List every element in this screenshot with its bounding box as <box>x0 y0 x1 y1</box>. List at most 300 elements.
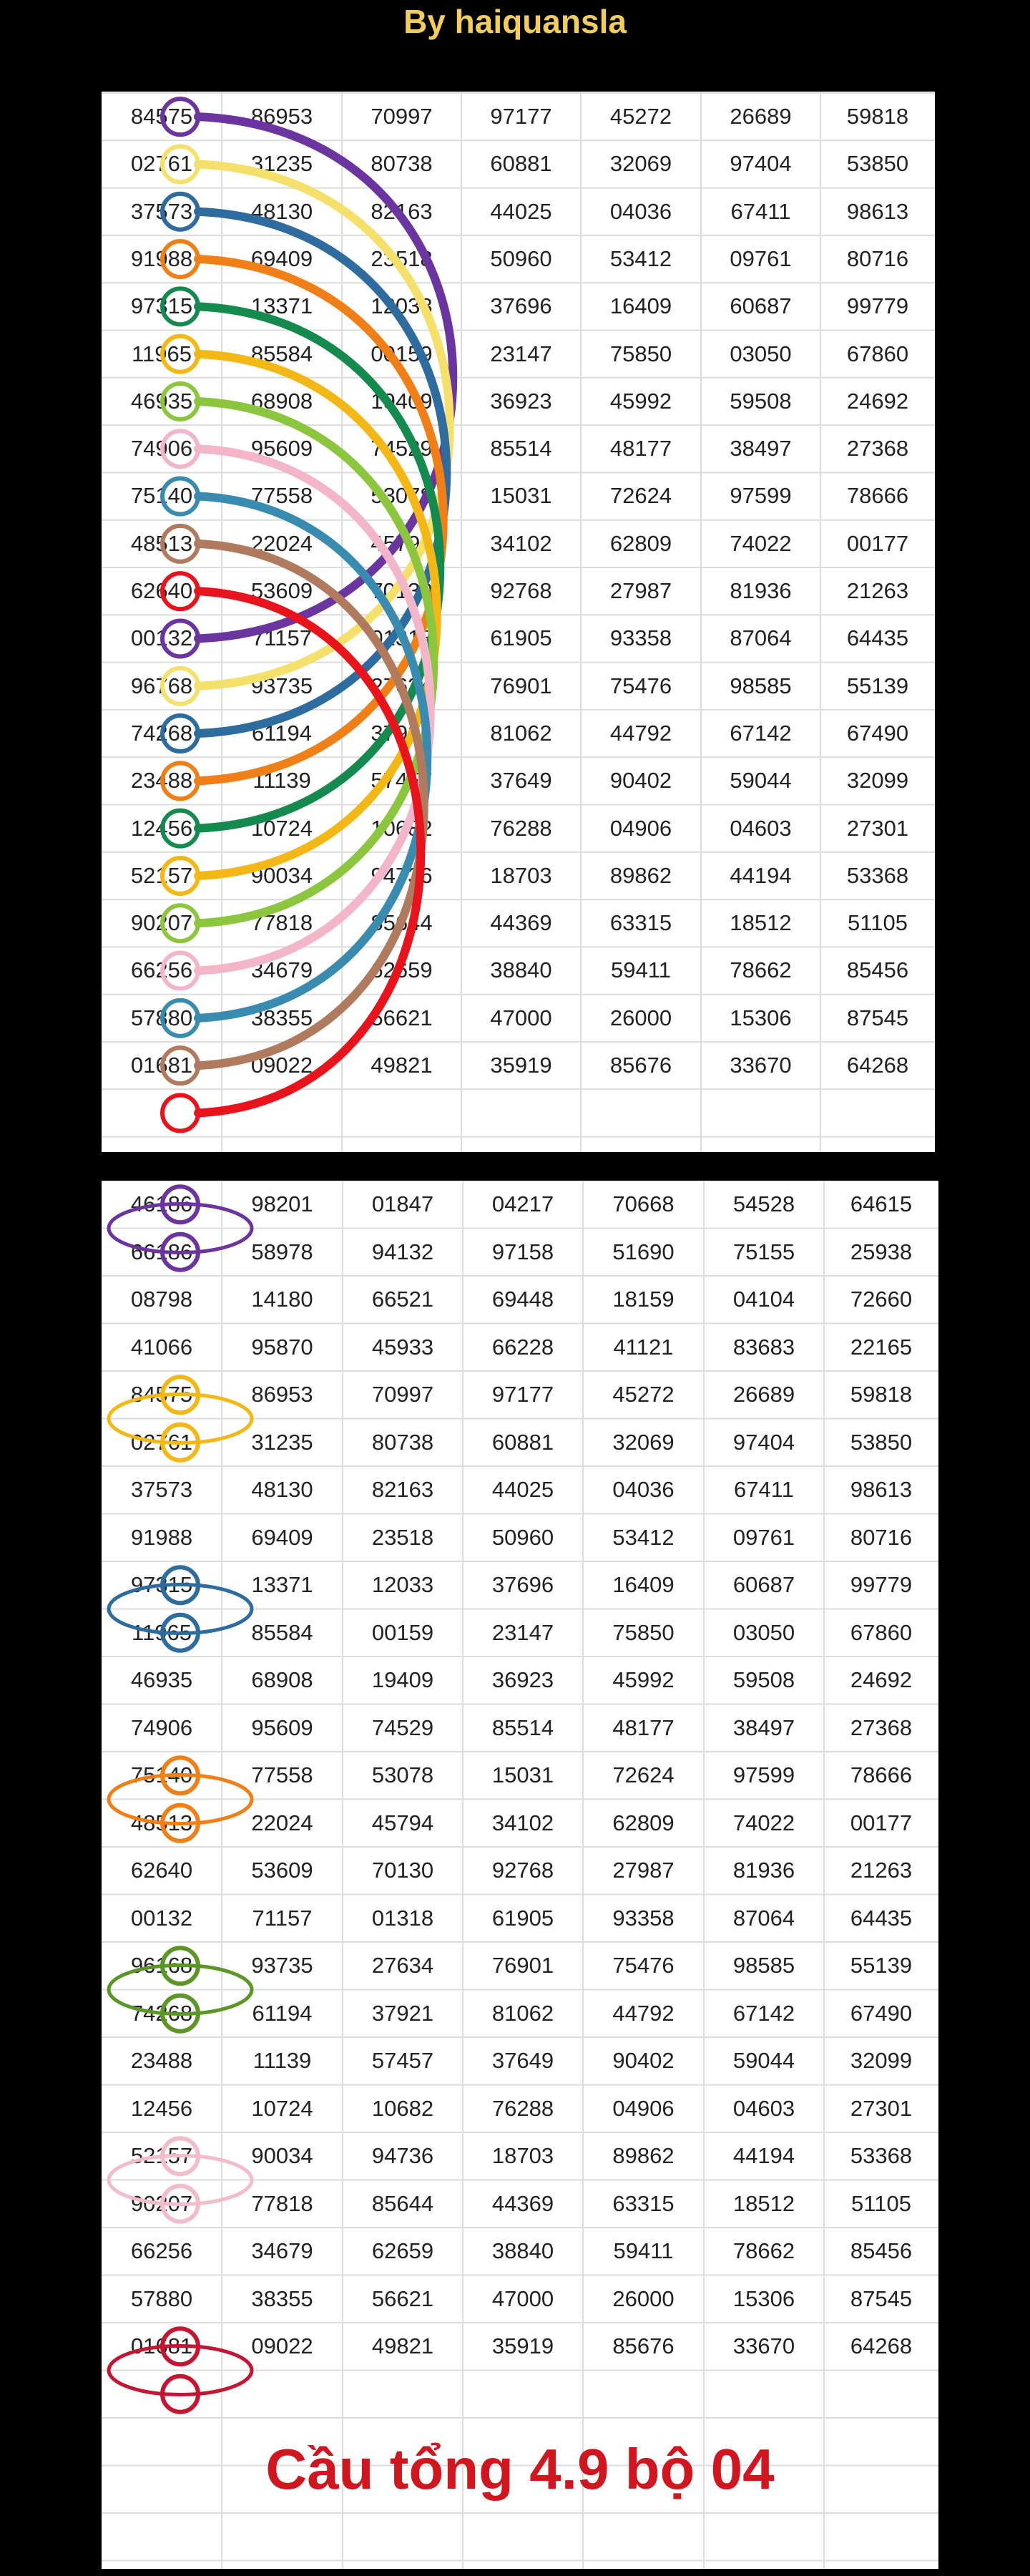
bottom-table-cell: 60687 <box>732 1572 795 1597</box>
bottom-table-cell: 57457 <box>371 2048 434 2073</box>
bottom-table-cell: 54528 <box>732 1191 795 1216</box>
top-table-cell: 61194 <box>252 720 312 746</box>
bottom-table-cell: 90402 <box>612 2048 675 2073</box>
top-table-cell: 71157 <box>252 625 312 651</box>
bottom-table-cell: 90034 <box>251 2143 313 2168</box>
top-table-cell: 22024 <box>250 530 313 556</box>
top-table-cell: 24692 <box>846 388 909 414</box>
top-table-cell: 76288 <box>490 815 552 841</box>
bottom-table-cell: 37573 <box>130 1477 193 1502</box>
bottom-table-cell: 27634 <box>371 1953 434 1978</box>
top-table-cell: 99779 <box>846 293 909 319</box>
bottom-table-cell: 53368 <box>850 2143 913 2168</box>
bottom-table-cell: 81062 <box>491 2000 554 2026</box>
bottom-table-cell: 37921 <box>371 2000 434 2026</box>
top-table-cell: 67142 <box>730 720 792 746</box>
top-table-cell: 82163 <box>371 198 433 224</box>
top-table-cell: 53412 <box>609 245 672 271</box>
bottom-table-cell: 66256 <box>130 2238 193 2263</box>
top-table-cell: 38497 <box>730 436 792 462</box>
bottom-table-cell: 45933 <box>371 1334 434 1360</box>
bottom-table-cell: 23518 <box>371 1524 434 1550</box>
top-table-cell: 09022 <box>250 1053 313 1078</box>
bottom-table-cell: 75850 <box>612 1619 675 1645</box>
bottom-results-table <box>102 1181 938 2569</box>
top-table-cell: 18703 <box>490 862 552 888</box>
bottom-table-cell: 85514 <box>491 1714 554 1740</box>
top-table-cell: 62659 <box>371 957 433 983</box>
bottom-table-cell: 84575 <box>130 1382 193 1407</box>
bottom-table-cell: 78662 <box>732 2238 795 2263</box>
top-table-cell: 51105 <box>848 910 908 936</box>
pair-circle-red <box>162 1095 198 1131</box>
pair-circle-pink <box>162 431 198 467</box>
top-table-cell: 66256 <box>130 957 193 983</box>
top-table-cell: 37921 <box>371 720 433 746</box>
top-table-cell: 09761 <box>730 245 792 271</box>
pair-circle-lime <box>162 905 198 941</box>
pair-oval-crimson <box>109 2346 252 2395</box>
bottom-table-cell: 85456 <box>850 2238 913 2263</box>
bottom-table-cell: 15031 <box>491 1762 554 1787</box>
top-table-cell: 37649 <box>490 768 552 794</box>
top-table-cell: 93735 <box>250 673 313 698</box>
bottom-table-cell: 96168 <box>130 1953 193 1978</box>
top-table-cell: 63315 <box>609 910 672 936</box>
top-table-cell: 23488 <box>130 768 193 794</box>
bottom-table-cell: 04217 <box>491 1191 554 1216</box>
bottom-table-cell: 32069 <box>612 1429 675 1455</box>
top-table-cell: 32069 <box>609 151 672 177</box>
bottom-table-cell: 82163 <box>371 1477 434 1502</box>
bottom-table-cell: 33670 <box>732 2333 795 2358</box>
bottom-table-cell: 99779 <box>850 1572 913 1597</box>
bottom-table-cell: 74268 <box>130 2000 193 2026</box>
bottom-table-cell: 98201 <box>251 1191 313 1216</box>
bottom-table-cell: 46935 <box>130 1667 193 1692</box>
top-table-cell: 35919 <box>490 1053 552 1078</box>
bottom-table-cell: 67860 <box>850 1619 913 1645</box>
top-table-cell: 11965 <box>132 341 192 366</box>
bottom-table-cell: 00177 <box>850 1810 913 1835</box>
bottom-table-cell: 83683 <box>732 1334 795 1360</box>
pair-circle-lime <box>162 384 198 419</box>
bottom-table-cell: 86953 <box>251 1382 313 1407</box>
bottom-table-cell: 91988 <box>130 1524 193 1550</box>
top-table-cell: 74906 <box>130 436 193 462</box>
bottom-table-cell: 97177 <box>491 1382 554 1407</box>
bottom-table-cell: 59411 <box>613 2238 674 2263</box>
bottom-table-cell: 04104 <box>732 1287 795 1312</box>
top-table-cell: 33670 <box>730 1053 792 1078</box>
pair-circle-purple <box>162 99 198 135</box>
pair-circle-blue <box>162 716 198 751</box>
pair-circle-brown <box>162 526 198 562</box>
bottom-table-cell: 87064 <box>732 1905 795 1931</box>
bottom-table-cell: 18159 <box>612 1287 675 1312</box>
bottom-table-cell: 74529 <box>371 1714 434 1740</box>
bottom-table-cell: 95870 <box>251 1334 313 1360</box>
bottom-table-cell: 62640 <box>130 1858 193 1883</box>
top-table-cell: 00159 <box>371 341 433 366</box>
top-table-cell: 67411 <box>730 198 791 224</box>
top-table-cell: 53850 <box>846 151 909 177</box>
bottom-table-cell: 68908 <box>251 1667 313 1692</box>
top-table-cell: 59508 <box>730 388 792 414</box>
top-table-cell: 27634 <box>371 673 433 698</box>
top-bridge-arcs <box>102 92 935 1152</box>
bottom-table-cell: 76901 <box>491 1953 554 1978</box>
bottom-table-cell: 94132 <box>371 1239 434 1264</box>
top-table-cell: 26689 <box>730 104 792 129</box>
bottom-table-cell: 62659 <box>371 2238 434 2263</box>
top-table-cell: 62809 <box>609 530 672 556</box>
pair-circle-teal <box>162 1000 198 1036</box>
pair-oval-blue <box>109 1585 252 1634</box>
bottom-table-cell: 11965 <box>132 1619 192 1645</box>
top-table-cell: 16409 <box>609 293 672 319</box>
top-table-cell: 45992 <box>609 388 672 414</box>
bottom-table-cell: 58978 <box>251 1239 313 1264</box>
top-table-cell: 78666 <box>846 483 909 509</box>
bottom-table-cell: 89862 <box>612 2143 675 2168</box>
top-table-cell: 90034 <box>250 862 313 888</box>
top-table-cell: 90207 <box>130 910 193 936</box>
top-table-cell: 55139 <box>846 673 909 698</box>
bottom-table-cell: 41066 <box>130 1334 193 1360</box>
top-table-cell: 23147 <box>490 341 552 366</box>
bottom-table-cell: 66186 <box>130 1239 193 1264</box>
top-table-cell: 69409 <box>250 245 313 271</box>
bottom-table-cell: 10724 <box>251 2095 313 2121</box>
top-table-cell: 32099 <box>846 768 909 794</box>
bottom-table-cell: 38840 <box>491 2238 554 2263</box>
top-table-cell: 53609 <box>250 578 313 603</box>
bottom-table-cell: 14180 <box>251 1287 313 1312</box>
bottom-table-cell: 35919 <box>491 2333 554 2358</box>
bottom-table-cell: 25938 <box>850 1239 913 1264</box>
bottom-table-cell: 15306 <box>732 2285 795 2311</box>
bottom-table-cell: 66521 <box>371 1287 434 1312</box>
pair-circle-pink <box>162 953 198 989</box>
bottom-table-cell: 69409 <box>251 1524 313 1550</box>
top-table-cell: 76901 <box>490 673 552 698</box>
bottom-table-cell: 23147 <box>491 1619 554 1645</box>
bottom-table-cell: 67411 <box>734 1477 794 1502</box>
bottom-table-cell: 97315 <box>130 1572 193 1597</box>
bottom-table-cell: 53609 <box>251 1858 313 1883</box>
bottom-table-cell: 45272 <box>612 1382 675 1407</box>
top-table-cell: 67860 <box>846 341 909 366</box>
bottom-table-cell: 67142 <box>732 2000 795 2026</box>
top-table-cell: 10682 <box>371 815 433 841</box>
top-table-cell: 72624 <box>609 483 672 509</box>
bottom-table-cell: 75140 <box>130 1762 193 1787</box>
top-table-cell: 31235 <box>250 151 313 177</box>
bottom-table-cell: 44194 <box>732 2143 795 2168</box>
bottom-table-cell: 97404 <box>732 1429 795 1455</box>
bottom-table-cell: 64435 <box>850 1905 913 1931</box>
pair-circle-gold <box>162 336 198 372</box>
top-table-cell: 81936 <box>730 578 792 603</box>
bottom-table-cell: 47000 <box>491 2285 554 2311</box>
top-table-cell: 27301 <box>846 815 909 841</box>
top-table-cell: 89862 <box>609 862 672 888</box>
bottom-table-cell: 56621 <box>371 2285 434 2311</box>
bottom-table-cell: 71157 <box>252 1905 313 1931</box>
top-table-cell: 34102 <box>490 530 552 556</box>
top-table-cell: 48177 <box>609 436 672 462</box>
top-table-cell: 98585 <box>730 673 792 698</box>
bottom-table-cell: 53850 <box>850 1429 913 1455</box>
bottom-table-cell: 75155 <box>732 1239 795 1264</box>
top-table-cell: 50960 <box>490 245 552 271</box>
bottom-table-cell: 53078 <box>371 1762 434 1787</box>
top-table-cell: 00132 <box>130 625 193 651</box>
bottom-table-cell: 11139 <box>252 2048 312 2073</box>
top-table-cell: 13371 <box>250 293 313 319</box>
bottom-table-cell: 12456 <box>130 2095 193 2121</box>
top-table-cell: 77818 <box>250 910 313 936</box>
bottom-table-cell: 31235 <box>251 1429 313 1455</box>
top-table-cell: 74268 <box>130 720 193 746</box>
top-table-cell: 85456 <box>846 957 909 983</box>
bottom-table-cell: 52157 <box>130 2143 193 2168</box>
bottom-table-cell: 78666 <box>850 1762 913 1787</box>
top-table-cell: 75850 <box>609 341 672 366</box>
top-table-cell: 48513 <box>130 530 193 556</box>
top-table-cell: 60687 <box>730 293 792 319</box>
bottom-table-cell: 09761 <box>732 1524 795 1550</box>
top-table-cell: 94736 <box>371 862 433 888</box>
top-table-cell: 38355 <box>250 1005 313 1030</box>
top-table-cell: 48130 <box>250 198 313 224</box>
top-table-cell: 45272 <box>609 104 672 129</box>
top-table-cell: 04906 <box>609 815 672 841</box>
pair-circle-green <box>162 811 198 847</box>
top-table-cell: 67490 <box>846 720 909 746</box>
top-table-cell: 62640 <box>130 578 193 603</box>
top-table-cell: 85644 <box>371 910 433 936</box>
bottom-table-cell: 51690 <box>612 1239 675 1264</box>
bottom-table-cell: 94736 <box>371 2143 434 2168</box>
bottom-table-cell: 04603 <box>732 2095 795 2121</box>
top-results-table <box>102 92 935 1152</box>
top-table-cell: 70997 <box>371 104 433 129</box>
bottom-table-cell: 74906 <box>130 1714 193 1740</box>
bottom-table-cell: 80716 <box>850 1524 913 1550</box>
top-table-cell: 10724 <box>250 815 313 841</box>
top-table-cell: 53368 <box>846 862 909 888</box>
bottom-table-cell: 19409 <box>371 1667 434 1692</box>
top-table-cell: 87545 <box>846 1005 909 1030</box>
bottom-table-cell: 34679 <box>251 2238 313 2263</box>
top-table-cell: 97599 <box>730 483 792 509</box>
bottom-table-cell: 00132 <box>130 1905 193 1931</box>
bottom-table-cell: 08798 <box>130 1287 193 1312</box>
pair-circle-orange <box>162 763 198 799</box>
bottom-table-cell: 93735 <box>251 1953 313 1978</box>
top-table-cell: 60881 <box>490 151 552 177</box>
top-table-cell: 44792 <box>609 720 672 746</box>
bottom-table-cell: 27301 <box>850 2095 913 2121</box>
top-table-cell: 57457 <box>371 768 433 794</box>
top-table-cell: 92768 <box>490 578 552 603</box>
bottom-table-cell: 16409 <box>612 1572 675 1597</box>
top-table-cell: 90402 <box>609 768 672 794</box>
bottom-table-cell: 37696 <box>491 1572 554 1597</box>
bottom-table-cell: 60881 <box>491 1429 554 1455</box>
bottom-table-cell: 27368 <box>850 1714 913 1740</box>
bottom-table-cell: 23488 <box>130 2048 193 2073</box>
bottom-table-cell: 70130 <box>371 1858 434 1883</box>
bottom-table-cell: 32099 <box>850 2048 913 2073</box>
bottom-table-cell: 76288 <box>491 2095 554 2121</box>
bottom-table-cell: 48177 <box>612 1714 675 1740</box>
bottom-table-cell: 98585 <box>732 1953 795 1978</box>
top-table-cell: 34679 <box>250 957 313 983</box>
bottom-table-cell: 10682 <box>371 2095 434 2121</box>
bottom-table-cell: 53412 <box>612 1524 675 1550</box>
top-table-cell: 75140 <box>130 483 193 509</box>
bottom-table-cell: 38497 <box>732 1714 795 1740</box>
top-table-cell: 52157 <box>130 862 193 888</box>
bottom-table-cell: 45992 <box>612 1667 675 1692</box>
bottom-table-cell: 75476 <box>612 1953 675 1978</box>
top-table-cell: 19409 <box>371 388 433 414</box>
pair-circle-teal <box>162 479 198 514</box>
bottom-table-cell: 81936 <box>732 1858 795 1883</box>
bottom-table-cell: 01318 <box>371 1905 434 1931</box>
bottom-table-cell: 26000 <box>612 2285 675 2311</box>
bottom-table-cell: 66228 <box>491 1334 554 1360</box>
bottom-table-cell: 70997 <box>371 1382 434 1407</box>
top-table-cell: 04036 <box>609 198 672 224</box>
top-table-cell: 68908 <box>250 388 313 414</box>
bottom-table-cell: 59508 <box>732 1667 795 1692</box>
pair-circle-yellow <box>162 668 198 704</box>
bottom-table-cell: 36923 <box>491 1667 554 1692</box>
bottom-table-cell: 51105 <box>851 2190 911 2216</box>
bottom-table-cell: 64268 <box>850 2333 913 2358</box>
top-table-cell: 93358 <box>609 625 672 651</box>
bottom-table-cell: 03050 <box>732 1619 795 1645</box>
pair-circle-purple <box>162 620 198 656</box>
top-table-cell: 86953 <box>250 104 313 129</box>
bottom-table-cell: 70668 <box>612 1191 675 1216</box>
top-table-cell: 78662 <box>730 957 792 983</box>
bottom-table-cell: 98613 <box>850 1477 913 1502</box>
bottom-table-cell: 48513 <box>130 1810 193 1835</box>
bottom-table-cell: 59044 <box>732 2048 795 2073</box>
bottom-table-cell: 59818 <box>850 1382 913 1407</box>
bottom-table-cell: 49821 <box>371 2333 434 2358</box>
bottom-table-cell: 01847 <box>371 1191 434 1216</box>
top-table-cell: 37573 <box>130 198 193 224</box>
bottom-table-cell: 69448 <box>491 1287 554 1312</box>
bottom-table-cell: 50960 <box>491 1524 554 1550</box>
bottom-table-cell: 85644 <box>371 2190 434 2216</box>
bottom-table-cell: 87545 <box>850 2285 913 2311</box>
bottom-pair-markers <box>102 1181 938 2569</box>
top-table-cell: 84575 <box>130 104 193 129</box>
bottom-table-cell: 44792 <box>612 2000 675 2026</box>
bottom-table-cell: 24692 <box>850 1667 913 1692</box>
top-table-cell: 44369 <box>490 910 552 936</box>
top-table-cell: 18512 <box>730 910 792 936</box>
bottom-table-cell: 85584 <box>251 1619 313 1645</box>
top-table-cell: 74529 <box>371 436 433 462</box>
page-title: By haiquansla <box>403 3 627 40</box>
top-table-cell: 59411 <box>611 957 671 983</box>
bottom-table-cell: 01681 <box>130 2333 193 2358</box>
bottom-table-cell: 18512 <box>732 2190 795 2216</box>
bottom-table-cell: 27987 <box>612 1858 675 1883</box>
bottom-table-cell: 48130 <box>251 1477 313 1502</box>
top-table-cell: 01318 <box>371 625 433 651</box>
top-table-cell: 01681 <box>130 1053 193 1078</box>
top-table-cell: 97315 <box>130 293 193 319</box>
top-table-cell: 37696 <box>490 293 552 319</box>
bottom-table-cell: 64615 <box>850 1191 913 1216</box>
top-table-cell: 61905 <box>490 625 552 651</box>
bottom-table-cell: 61905 <box>491 1905 554 1931</box>
top-table-cell: 47000 <box>490 1005 552 1030</box>
top-table-cell: 21263 <box>846 578 909 603</box>
bottom-table-cell: 13371 <box>251 1572 313 1597</box>
pair-circle-green <box>162 288 198 324</box>
bottom-table-cell: 00159 <box>371 1619 434 1645</box>
bottom-table-cell: 37649 <box>491 2048 554 2073</box>
top-table-cell: 27987 <box>609 578 672 603</box>
top-table-cell: 97177 <box>490 104 552 129</box>
top-table-cell: 85514 <box>490 436 552 462</box>
top-table-cell: 12456 <box>130 815 193 841</box>
top-table-cell: 77558 <box>250 483 313 509</box>
top-table-cell: 85584 <box>250 341 313 366</box>
pair-oval-gold <box>109 1395 252 1443</box>
top-table-cell: 59044 <box>730 768 792 794</box>
bottom-table-cell: 44025 <box>491 1477 554 1502</box>
bottom-table-cell: 04036 <box>612 1477 675 1502</box>
bottom-table-cell: 90207 <box>130 2190 193 2216</box>
bottom-table-cell: 97158 <box>491 1239 554 1264</box>
top-table-cell: 46935 <box>130 388 193 414</box>
bottom-table-cell: 72624 <box>612 1762 675 1787</box>
bottom-table-cell: 55139 <box>850 1953 913 1978</box>
bottom-table-cell: 77558 <box>251 1762 313 1787</box>
bottom-table-cell: 04906 <box>612 2095 675 2121</box>
pair-oval-olive <box>109 1966 252 2014</box>
top-table-cell: 44194 <box>730 862 792 888</box>
top-table-cell: 70130 <box>371 578 433 603</box>
top-table-cell: 56621 <box>371 1005 433 1030</box>
bottom-table-cell: 57880 <box>130 2285 193 2311</box>
bottom-table-cell: 12033 <box>371 1572 434 1597</box>
bottom-table-cell: 38355 <box>251 2285 313 2311</box>
pair-circle-gold <box>162 858 198 894</box>
top-table-cell: 81062 <box>490 720 552 746</box>
pair-circle-yellow <box>162 146 198 182</box>
top-table-cell: 03050 <box>730 341 792 366</box>
pair-circle-red <box>162 573 198 609</box>
top-table-cell: 15306 <box>730 1005 792 1030</box>
top-table-cell: 64435 <box>846 625 909 651</box>
bottom-table-cell: 74022 <box>732 1810 795 1835</box>
bottom-table-cell: 26689 <box>732 1382 795 1407</box>
bottom-table-cell: 97599 <box>732 1762 795 1787</box>
top-table-cell: 11139 <box>252 768 311 794</box>
